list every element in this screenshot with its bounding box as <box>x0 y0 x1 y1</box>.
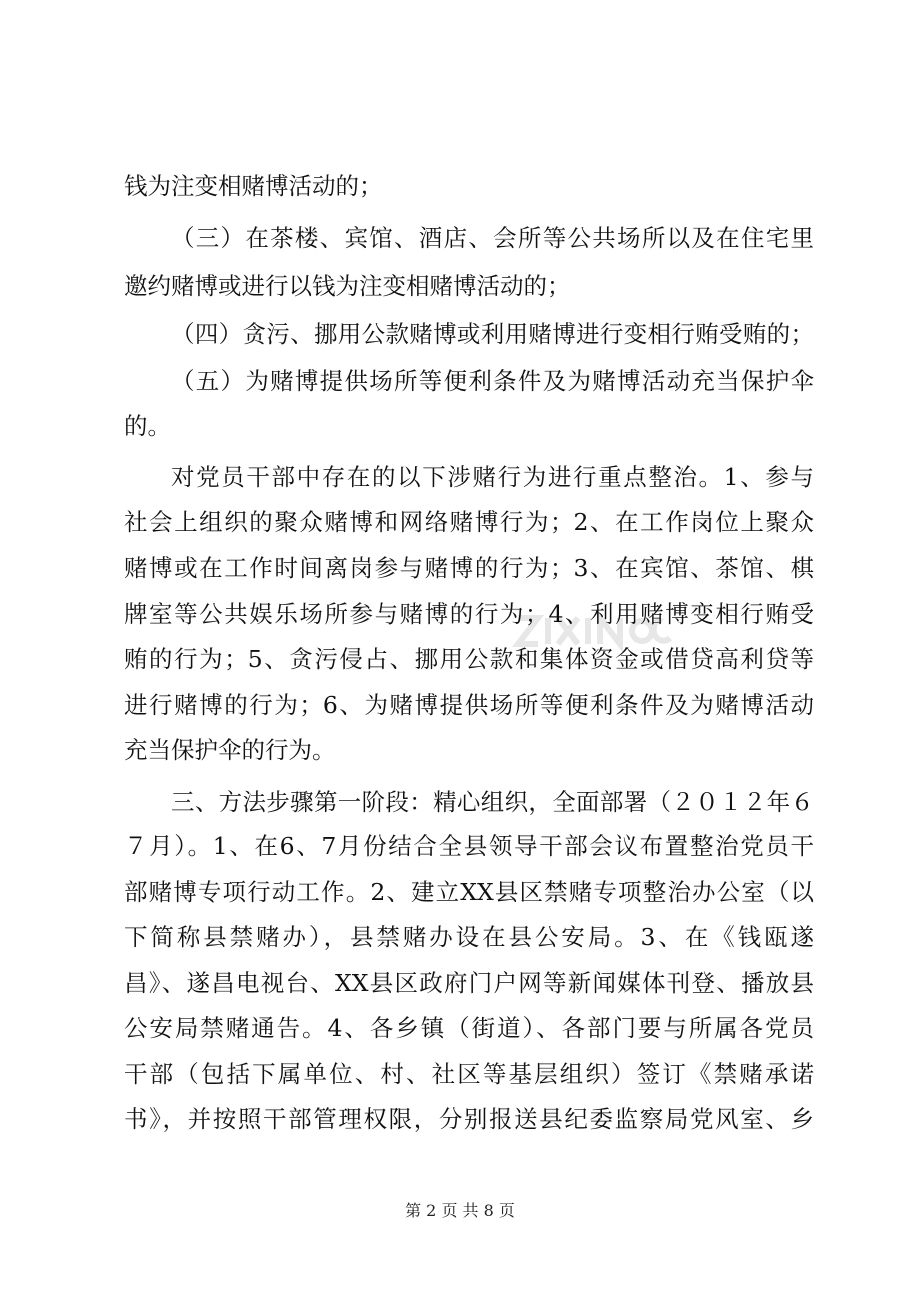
text-line: 昌》、遂昌电视台、XX县区政府门户网等新闻媒体刊登、播放县 <box>124 969 814 997</box>
text-line: ７月）。1、在6、7月份结合全县领导干部会议布置整治党员干 <box>124 832 814 860</box>
text-line: 赌博或在工作时间离岗参与赌博的行为；3、在宾馆、茶馆、棋 <box>124 554 814 582</box>
text-line: （五）为赌博提供场所等便利条件及为赌博活动充当保护伞 <box>171 367 814 395</box>
text-line: 充当保护伞的行为。 <box>124 736 336 764</box>
text-line: 部赌博专项行动工作。2、建立XX县区禁赌专项整治办公室（以 <box>124 878 814 906</box>
text-line: 贿的行为；5、贪污侵占、挪用公款和集体资金或借贷高利贷等 <box>124 645 814 673</box>
text-line: 公安局禁赌通告。4、各乡镇（街道）、各部门要与所属各党员 <box>124 1014 814 1042</box>
text-line: 钱为注变相赌博活动的； <box>124 172 383 200</box>
text-line: （四）贪污、挪用公款赌博或利用赌博进行变相行贿受贿的； <box>171 320 814 348</box>
text-line: 进行赌博的行为；6、为赌博提供场所等便利条件及为赌博活动 <box>124 691 814 719</box>
text-line: 对党员干部中存在的以下涉赌行为进行重点整治。1、参与 <box>171 463 814 491</box>
text-line: 牌室等公共娱乐场所参与赌博的行为；4、利用赌博变相行贿受 <box>124 600 814 628</box>
text-line: 干部（包括下属单位、村、社区等基层组织）签订《禁赌承诺 <box>124 1060 814 1088</box>
text-line: 三、方法步骤第一阶段：精心组织，全面部署（２０１２年６ <box>171 788 814 816</box>
text-line: 的。 <box>124 412 171 440</box>
text-line: 下简称县禁赌办），县禁赌办设在县公安局。3、在《钱瓯遂 <box>124 923 814 951</box>
text-line: 社会上组织的聚众赌博和网络赌博行为；2、在工作岗位上聚众 <box>124 508 814 536</box>
page-footer: 第 2 页 共 8 页 <box>405 1201 515 1220</box>
text-line: （三）在茶楼、宾馆、酒店、会所等公共场所以及在住宅里 <box>171 224 814 252</box>
text-line: 邀约赌博或进行以钱为注变相赌博活动的； <box>124 272 571 300</box>
text-line: 书》，并按照干部管理权限，分别报送县纪委监察局党风室、乡 <box>124 1105 814 1133</box>
